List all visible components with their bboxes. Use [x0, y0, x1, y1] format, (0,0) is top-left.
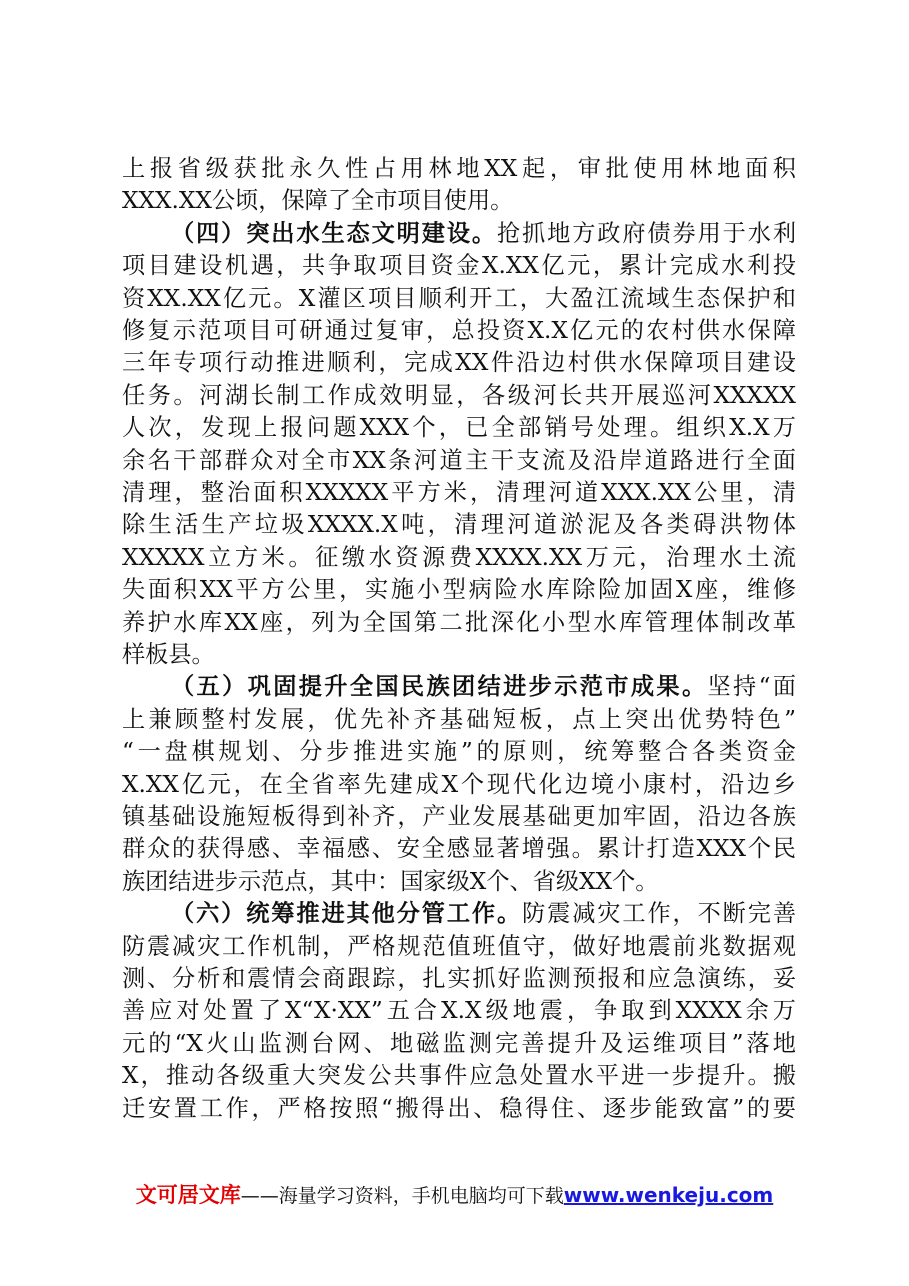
- text-line: 养护水库XX座，列为全国第二批深化小型水库管理体制改革: [122, 608, 796, 636]
- text-line: XXX.XX公顷，保障了全市项目使用。: [122, 187, 514, 215]
- text-line: 上报省级获批永久性占用林地XX起，审批使用林地面积: [122, 155, 796, 182]
- heading-line-text: 抢抓地方政府债券用于水利: [496, 219, 796, 247]
- footer-brand: 文可居文库: [135, 1183, 241, 1207]
- section-heading: （四）突出水生态文明建设。: [171, 219, 497, 247]
- heading-line-text: 坚持“面: [707, 673, 796, 701]
- text-line: “一盘棋规划、分步推进实施”的原则，统筹整合各类资金: [122, 738, 796, 766]
- text-line: 失面积XX平方公里，实施小型病险水库除险加固X座，维修: [122, 576, 796, 604]
- text-line: 测、分析和震情会商跟踪，扎实抓好监测预报和应急演练，妥: [122, 965, 796, 992]
- text-line: 元的“X火山监测台网、地磁监测完善提升及运维项目”落地: [122, 1029, 796, 1057]
- text-line: 任务。河湖长制工作成效明显，各级河长共开展巡河XXXXX: [122, 381, 796, 409]
- text-line: 除生活生产垃圾XXXX.X吨，清理河道淤泥及各类碍洪物体: [122, 511, 796, 539]
- text-line: 镇基础设施短板得到补齐，产业发展基础更加牢固，沿边各族: [122, 803, 796, 830]
- heading-line-text: 防震减灾工作，不断完善: [522, 900, 796, 928]
- text-line: 人次，发现上报问题XXX个，已全部销号处理。组织X.X万: [122, 414, 796, 442]
- text-line: 修复示范项目可研通过复审，总投资X.X亿元的农村供水保障: [122, 317, 796, 344]
- watermark-footer: [0, 1181, 909, 1210]
- text-line: 项目建设机遇，共争取项目资金X.XX亿元，累计完成水利投: [122, 252, 796, 280]
- section-heading: （六）统筹推进其他分管工作。: [171, 900, 523, 928]
- text-line: 三年专项行动推进顺利，完成XX件沿边村供水保障项目建设: [122, 349, 796, 377]
- paragraph-heading-line: [171, 217, 796, 251]
- text-line: 余名干部群众对全市XX条河道主干支流及沿岸道路进行全面: [122, 446, 796, 474]
- text-line: 族团结进步示范点，其中：国家级X个、省级XX个。: [122, 867, 659, 895]
- footer-link[interactable]: www.wenkeju.com: [563, 1183, 774, 1207]
- text-line: XXXXX立方米。征缴水资源费XXXX.XX万元，治理水土流: [122, 543, 796, 571]
- text-line: 样板县。: [122, 641, 215, 668]
- text-line: 群众的获得感、幸福感、安全感显著增强。累计打造XXX个民: [122, 835, 796, 863]
- text-line: X，推动各级重大突发公共事件应急处置水平进一步提升。搬: [122, 1062, 796, 1090]
- text-line: 善应对处置了X“X·XX”五合X.X级地震，争取到XXXX余万: [122, 997, 796, 1025]
- footer-slogan: ——海量学习资料，手机电脑均可下载: [240, 1185, 564, 1207]
- paragraph-heading-line: [171, 897, 796, 931]
- text-line: 清理，整治面积XXXXX平方米，清理河道XXX.XX公里，清: [122, 479, 796, 506]
- text-line: 资XX.XX亿元。X灌区项目顺利开工，大盈江流域生态保护和: [122, 284, 796, 312]
- text-line: 上兼顾整村发展，优先补齐基础短板，点上突出优势特色”: [122, 705, 796, 733]
- section-heading: （五）巩固提升全国民族团结进步示范市成果。: [171, 673, 708, 701]
- text-line: 防震减灾工作机制，严格规范值班值守，做好地震前兆数据观: [122, 932, 796, 960]
- paragraph-heading-line: [171, 670, 796, 704]
- text-line: X.XX亿元，在全省率先建成X个现代化边境小康村，沿边乡: [122, 770, 796, 798]
- text-line: 迁安置工作，严格按照“搬得出、稳得住、逐步能致富”的要: [122, 1094, 796, 1122]
